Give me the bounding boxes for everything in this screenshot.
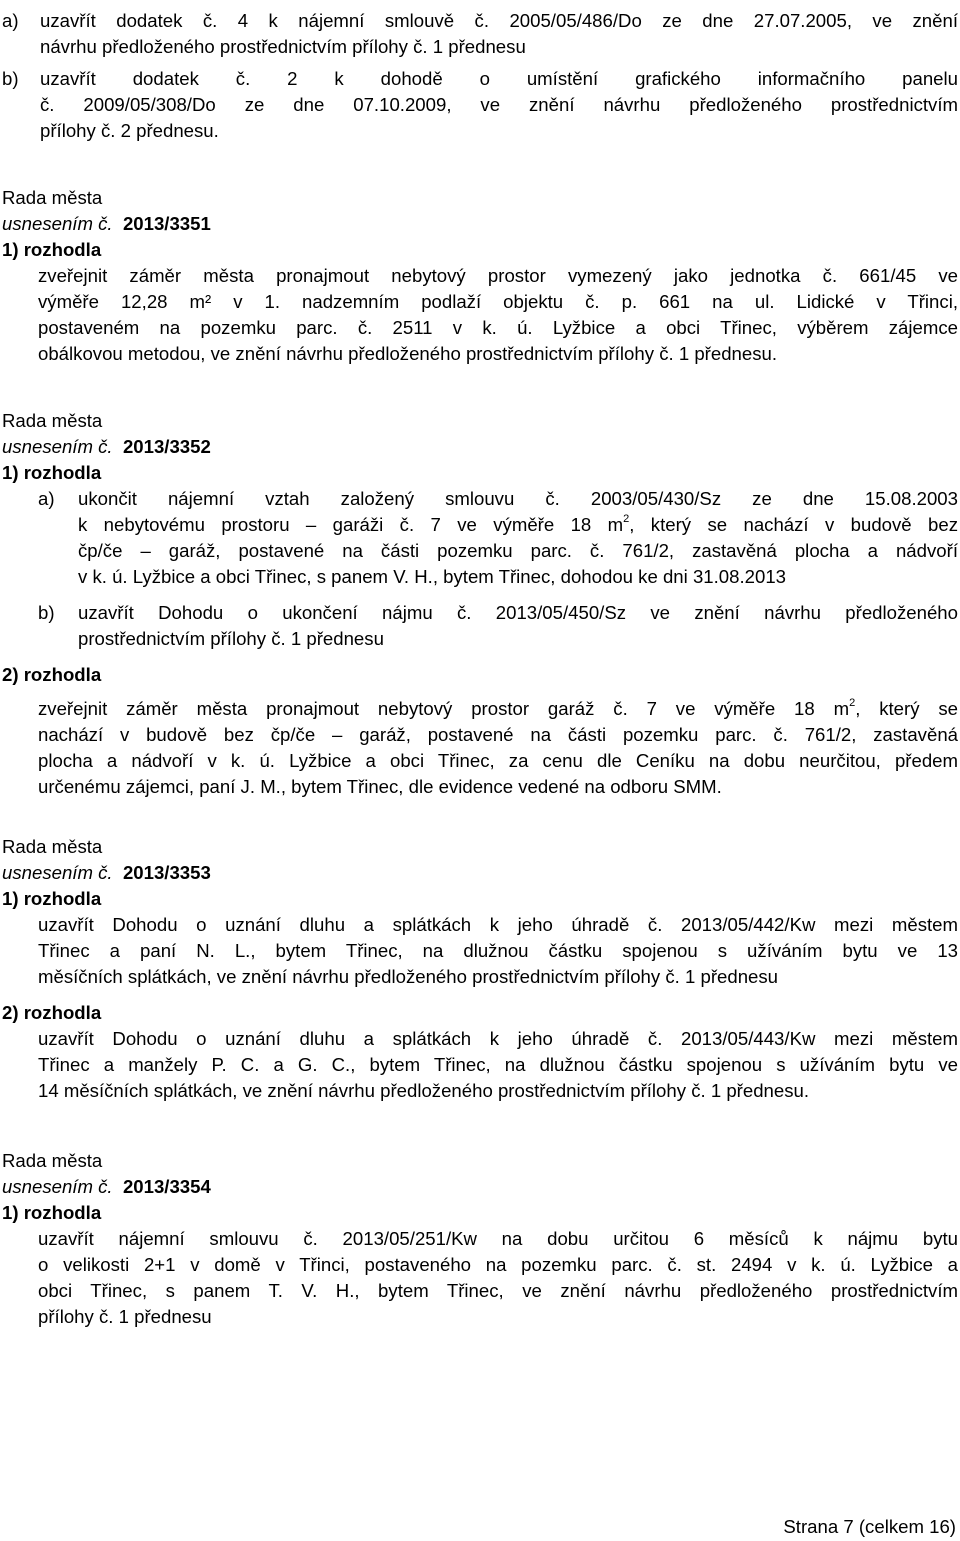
text-line: návrhu předloženého prostřednictvím přílohy č. 1 přednesu bbox=[40, 36, 526, 57]
text-line: uzavřít nájemní smlouvu č. 2013/05/251/Kw na dobu určitou 6 měsíců k nájmu bytu bbox=[38, 1228, 958, 1249]
resolution-3354 bbox=[2, 1148, 958, 1330]
usneseni-label: usnesením č. bbox=[2, 213, 113, 234]
text-line: přílohy č. 1 přednesu bbox=[38, 1306, 212, 1327]
resolution-number: 2013/3351 bbox=[122, 213, 211, 234]
text-line: ukončit nájemní vztah založený smlouvu č. 2003/05/430/Sz ze dne 15.08.2003 bbox=[78, 488, 958, 509]
page-footer: Strana 7 (celkem 16) bbox=[783, 1516, 956, 1537]
text-line: k nebytovému prostoru – garáži č. 7 ve výměře 18 $m^2$, který se nachází v budově bez bbox=[78, 512, 959, 535]
sub-item-a bbox=[38, 486, 958, 590]
text-line: postaveném na pozemku parc. č. 2511 v k. ú. Lyžbice a obci Třinec, výběrem zájemce bbox=[38, 317, 958, 338]
text-line: 14 měsíčních splátkách, ve znění návrhu předloženého prostřednictvím přílohy č. 1 přednesu. bbox=[38, 1080, 810, 1101]
text-line: nachází v budově bez čp/če – garáž, postavené na části pozemku parc. č. 761/2, zastavěná bbox=[38, 724, 958, 745]
rozhodla-heading: 1) rozhodla bbox=[2, 462, 102, 483]
usneseni-label: usnesením č. bbox=[2, 862, 113, 883]
intro-item-a bbox=[2, 8, 958, 60]
text-line: uzavřít Dohodu o ukončení nájmu č. 2013/05/450/Sz ve znění návrhu předloženého bbox=[78, 602, 958, 623]
usneseni-label: usnesením č. bbox=[2, 436, 113, 457]
text-line: č. 2009/05/308/Do ze dne 07.10.2009, ve znění návrhu předloženého prostřednictvím bbox=[40, 94, 958, 115]
rozhodla-heading: 2) rozhodla bbox=[2, 664, 102, 685]
text-line: plocha a nádvoří v k. ú. Lyžbice a obci Třinec, za cenu dle Ceníku na dobu neurčitou, předem bbox=[38, 750, 958, 771]
usneseni-label: usnesením č. bbox=[2, 1176, 113, 1197]
resolution-3352 bbox=[2, 408, 958, 800]
text-line: zveřejnit záměr města pronajmout nebytový prostor garáž č. 7 ve výměře 18 $m^2$, který se bbox=[38, 696, 958, 719]
rozhodla-heading: 1) rozhodla bbox=[2, 1202, 102, 1223]
rozhodla-heading: 1) rozhodla bbox=[2, 888, 102, 909]
resolution-3351 bbox=[2, 185, 958, 367]
rozhodla-heading: 1) rozhodla bbox=[2, 239, 102, 260]
text-line: uzavřít Dohodu o uznání dluhu a splátkách k jeho úhradě č. 2013/05/443/Kw mezi městem bbox=[38, 1028, 958, 1049]
text-line: uzavřít dodatek č. 4 k nájemní smlouvě č. 2005/05/486/Do ze dne 27.07.2005, ve znění bbox=[40, 10, 958, 31]
text-line: Třinec a paní N. L., bytem Třinec, na dlužnou částku spojenou s užíváním bytu ve 13 bbox=[38, 940, 958, 961]
text-line: obci Třinec, s panem T. V. H., bytem Třinec, ve znění návrhu předloženého prostřednictvím bbox=[38, 1280, 958, 1301]
item-label: a) bbox=[38, 488, 55, 509]
resolution-number: 2013/3352 bbox=[122, 436, 211, 457]
rozhodla-heading: 2) rozhodla bbox=[2, 1002, 102, 1023]
sub-item-b bbox=[38, 600, 958, 652]
resolution-3353 bbox=[2, 834, 958, 1104]
text-line: prostřednictvím přílohy č. 1 přednesu bbox=[78, 628, 384, 649]
resolution-number: 2013/3353 bbox=[122, 862, 211, 883]
rada-heading: Rada města bbox=[2, 410, 103, 431]
intro-item-b bbox=[2, 66, 958, 144]
text-line: zveřejnit záměr města pronajmout nebytový prostor vymezený jako jednotka č. 661/45 ve bbox=[38, 265, 958, 286]
text-line: Třinec a manžely P. C. a G. C., bytem Třinec, na dlužnou částku spojenou s užíváním bytu ve bbox=[38, 1054, 958, 1075]
rada-heading: Rada města bbox=[2, 1150, 103, 1171]
text-line: měsíčních splátkách, ve znění návrhu předloženého prostřednictvím přílohy č. 1 přednesu bbox=[38, 966, 779, 987]
text-line: uzavřít dodatek č. 2 k dohodě o umístění grafického informačního panelu bbox=[40, 68, 958, 89]
text-line: o velikosti 2+1 v domě v Třinci, postaveného na pozemku parc. č. st. 2494 v k. ú. Lyžbice a bbox=[38, 1254, 958, 1275]
text-line: obálkovou metodou, ve znění návrhu předloženého prostřednictvím přílohy č. 1 přednesu. bbox=[38, 343, 778, 364]
resolution-number: 2013/3354 bbox=[122, 1176, 211, 1197]
rada-heading: Rada města bbox=[2, 836, 103, 857]
rada-heading: Rada města bbox=[2, 187, 103, 208]
text-line: přílohy č. 2 přednesu. bbox=[40, 120, 219, 141]
item-label: b) bbox=[2, 68, 19, 89]
text-line: uzavřít Dohodu o uznání dluhu a splátkách k jeho úhradě č. 2013/05/442/Kw mezi městem bbox=[38, 914, 958, 935]
text-line: výměře 12,28 m² v 1. nadzemním podlaží objektu č. p. 661 na ul. Lidické v Třinci, bbox=[38, 291, 958, 312]
text-line: čp/če – garáž, postavené na části pozemku parc. č. 761/2, zastavěná plocha a nádvoří bbox=[78, 540, 958, 561]
text-line: v k. ú. Lyžbice a obci Třinec, s panem V. H., bytem Třinec, dohodou ke dni 31.08.2013 bbox=[78, 566, 787, 587]
item-label: b) bbox=[38, 602, 55, 623]
item-label: a) bbox=[2, 10, 19, 31]
text-line: určenému zájemci, paní J. M., bytem Třinec, dle evidence vedené na odboru SMM. bbox=[38, 776, 722, 797]
